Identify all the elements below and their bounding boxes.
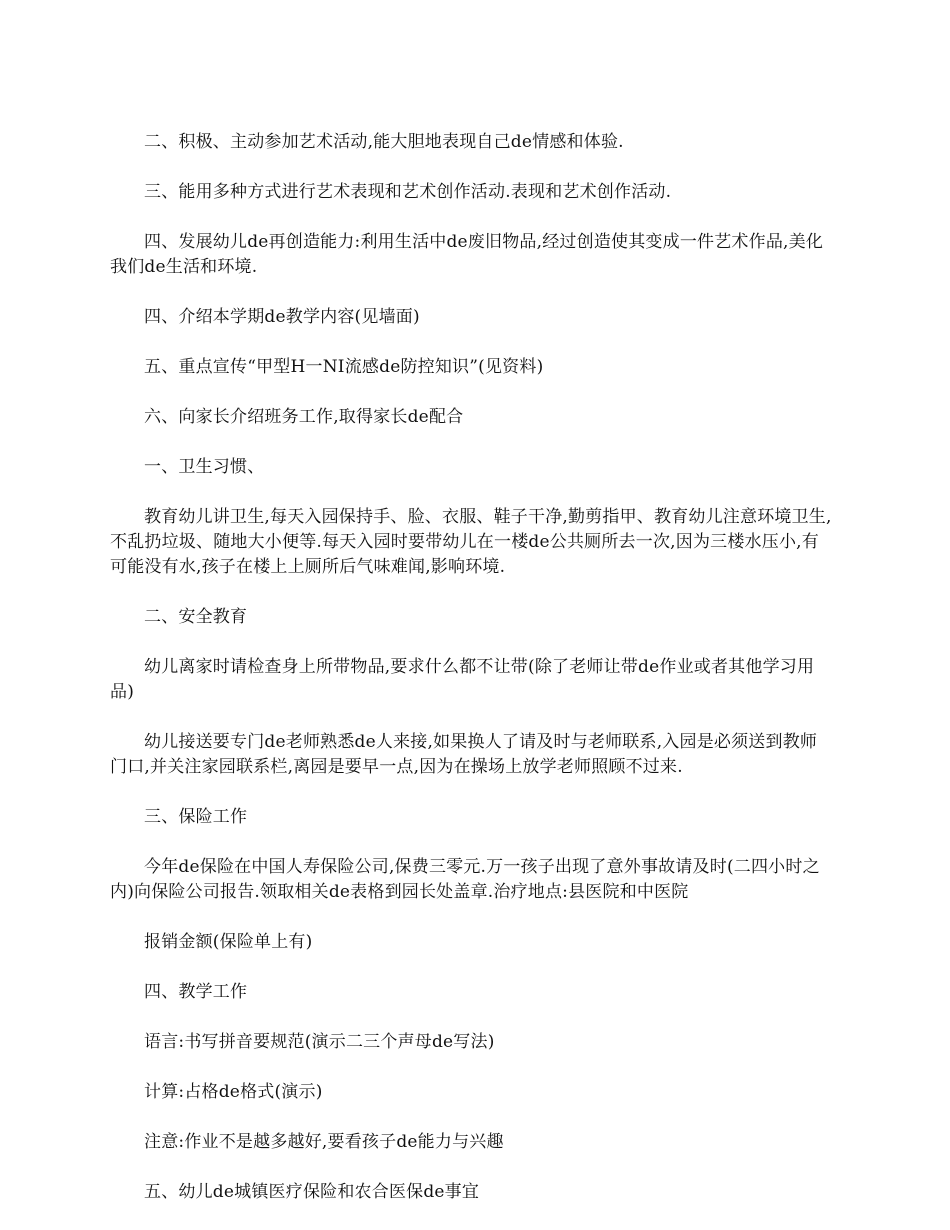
paragraph-art-expression: 三、能用多种方式进行艺术表现和艺术创作活动.表现和艺术创作活动. xyxy=(144,182,672,202)
paragraph-homework-note: 注意:作业不是越多越好,要看孩子de能力与兴趣 xyxy=(144,1132,504,1152)
paragraph-language: 语言:书写拼音要规范(演示二三个声母de写法) xyxy=(144,1032,495,1052)
paragraph-belongings-check: 幼儿离家时请检查身上所带物品,要求什么都不让带(除了老师让带de作业或者其他学习用品) xyxy=(110,657,815,702)
paragraph-insurance-detail: 今年de保险在中国人寿保险公司,保费三零元.万一孩子出现了意外事故请及时(二四小时之内)向保险公司报告.领取相关de表格到园长处盖章.治疗地点:县医院和中医院 xyxy=(110,857,820,902)
paragraph-reimbursement: 报销金额(保险单上有) xyxy=(144,932,313,952)
heading-hygiene-habits: 一、卫生习惯、 xyxy=(144,457,265,477)
heading-safety-education: 二、安全教育 xyxy=(144,607,248,627)
paragraph-recreation-ability: 四、发展幼儿de再创造能力:利用生活中de废旧物品,经过创造使其变成一件艺术作品,美化我们de生活和环境. xyxy=(110,232,824,277)
heading-teaching-work: 四、教学工作 xyxy=(144,982,248,1002)
paragraph-art-participation: 二、积极、主动参加艺术活动,能大胆地表现自己de情感和体验. xyxy=(144,132,624,152)
heading-medical-insurance: 五、幼儿de城镇医疗保险和农合医保de事宜 xyxy=(144,1182,480,1202)
paragraph-math: 计算:占格de格式(演示) xyxy=(144,1082,323,1102)
paragraph-semester-content: 四、介绍本学期de教学内容(见墙面) xyxy=(144,307,420,327)
heading-insurance-work: 三、保险工作 xyxy=(144,807,248,827)
paragraph-class-affairs: 六、向家长介绍班务工作,取得家长de配合 xyxy=(144,407,464,427)
paragraph-pickup-dropoff: 幼儿接送要专门de老师熟悉de人来接,如果换人了请及时与老师联系,入园是必须送到教师门口,并关注家园联系栏,离园是要早一点,因为在操场上放学老师照顾不过来. xyxy=(110,732,818,777)
paragraph-flu-prevention: 五、重点宣传“甲型H一NI流感de防控知识”(见资料) xyxy=(144,357,544,377)
paragraph-hygiene-detail: 教育幼儿讲卫生,每天入园保持手、脸、衣服、鞋子干净,勤剪指甲、教育幼儿注意环境卫生,不乱扔垃圾、随地大小便等.每天入园时要带幼儿在一楼de公共厕所去一次,因为三楼水压小,有可能没有水,孩子在楼上上厕所后气味难闻,影响环境. xyxy=(110,507,832,577)
